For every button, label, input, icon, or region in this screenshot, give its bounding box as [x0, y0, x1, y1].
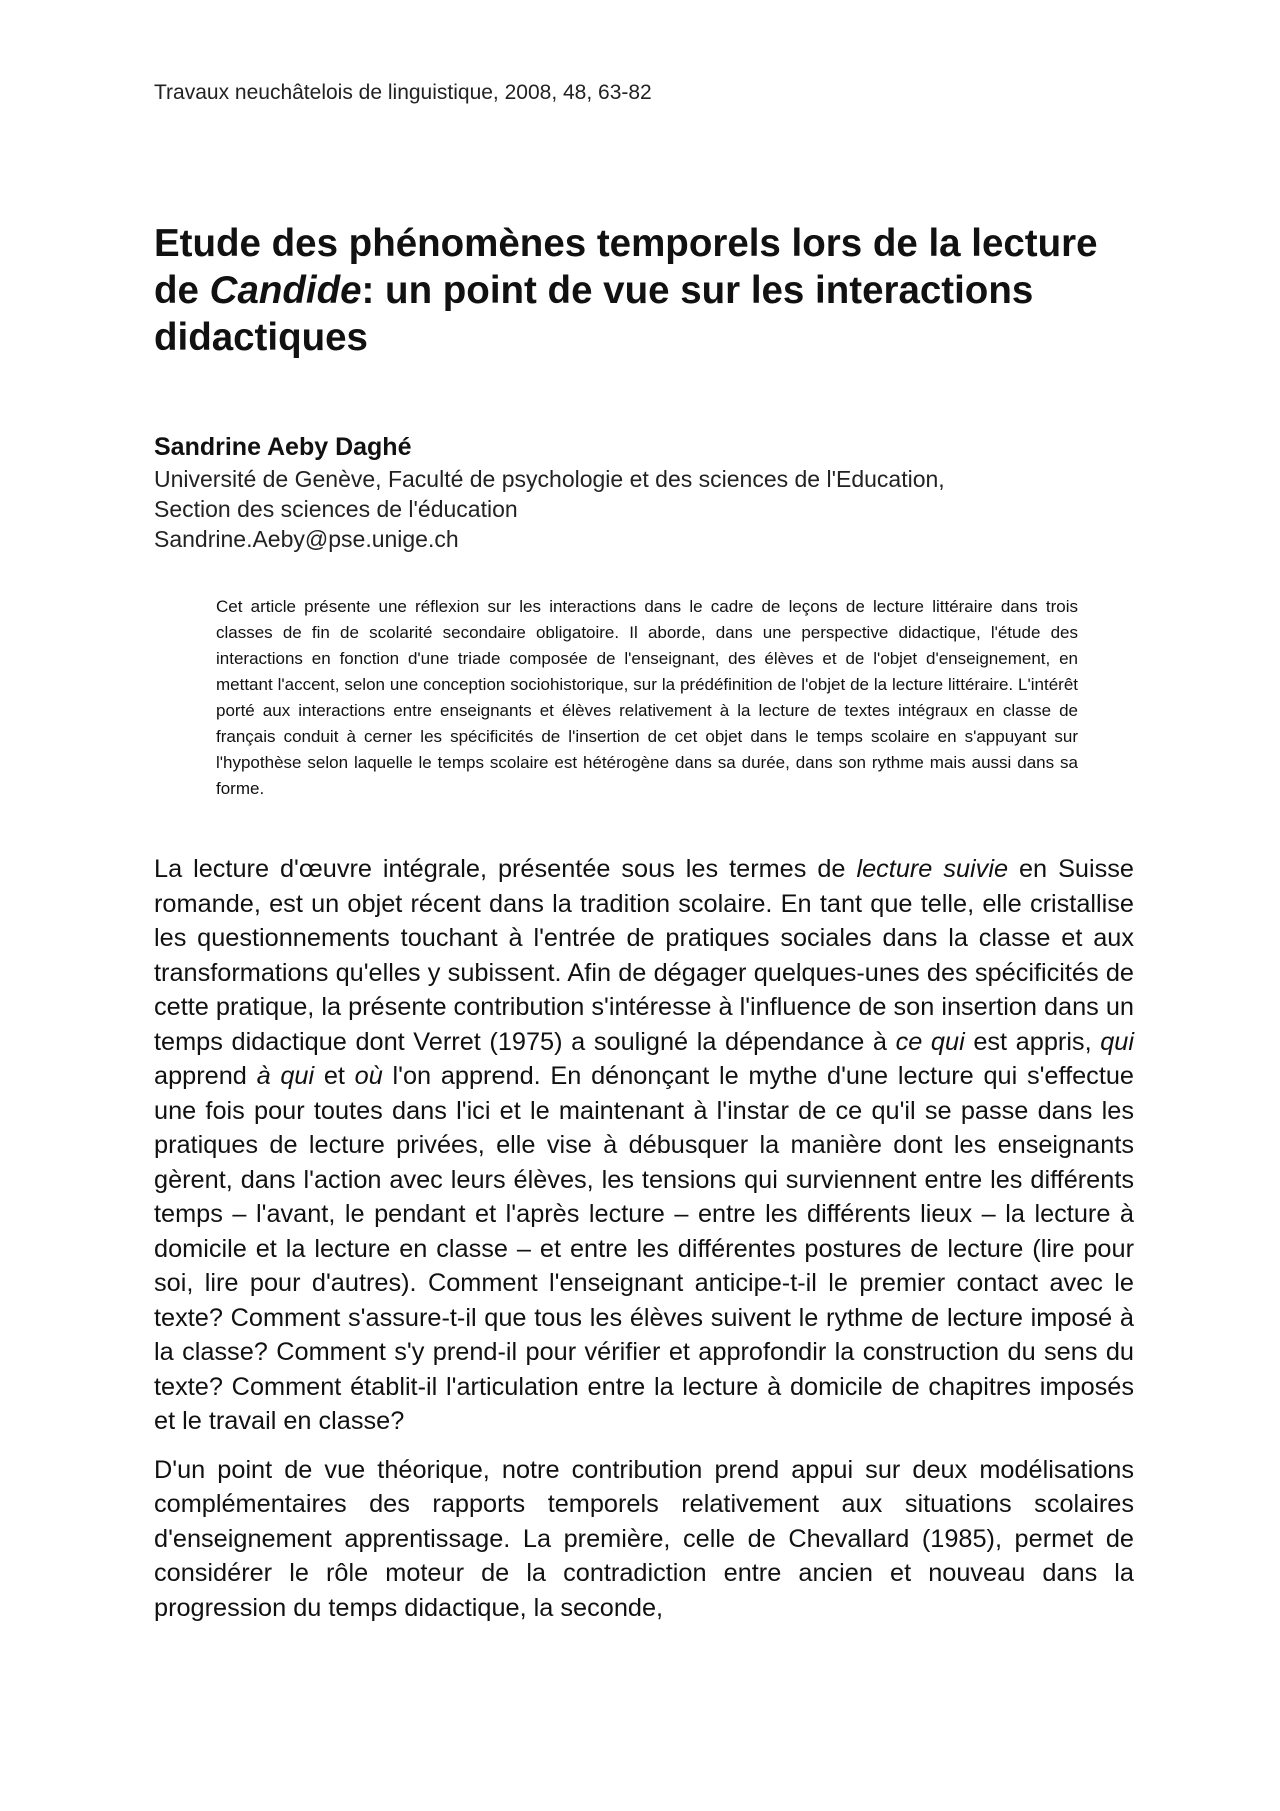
- author-affiliation: [154, 464, 945, 554]
- p1-text: est appris,: [964, 1027, 1101, 1056]
- body-text: [154, 852, 1134, 1639]
- p1-text: apprend: [154, 1062, 257, 1090]
- journal-reference: Travaux neuchâtelois de linguistique, 2008, 48, 63-82: [154, 81, 652, 104]
- article-title: [154, 220, 1134, 361]
- p1-italic: qui: [1100, 1027, 1134, 1056]
- p1-text: et: [314, 1062, 355, 1090]
- p1-italic: ce qui: [895, 1027, 965, 1056]
- author-name: Sandrine Aeby Daghé: [154, 433, 412, 461]
- abstract: Cet article présente une réflexion sur les interactions dans le cadre de leçons de lecture littéraire dans trois classes de fin de scolarité secondaire obligatoire. Il aborde, dans une perspective didactique, l'étude des interactions en fonction d'une triade composée de l'enseignant, des élèves et de l'objet d'enseignement, en mettant l'accent, selon une conception sociohistorique, sur la prédéfinition de l'objet de la lecture littéraire. L'intérêt porté aux interactions entre enseignants et élèves relativement à la lecture de textes intégraux en classe de français conduit à cerner les spécificités de l'insertion de cet objet dans le temps scolaire en s'appuyant sur l'hypothèse selon laquelle le temps scolaire est hétérogène dans sa durée, dans son rythme mais aussi dans sa forme.: [216, 597, 1078, 798]
- p1-italic: à qui: [256, 1062, 315, 1090]
- p1-italic: où: [354, 1062, 383, 1090]
- affiliation-line-1: Université de Genève, Faculté de psychologie et des sciences de l'Education,: [154, 466, 945, 492]
- p1-italic: lecture suivie: [856, 855, 1009, 883]
- paragraph-2: D'un point de vue théorique, notre contribution prend appui sur deux modélisations complémentaires des rapports temporels relativement aux situations scolaires d'enseignement apprentissage. La première, celle de Chevallard (1985), permet de considérer le rôle moteur de la contradiction entre ancien et nouveau dans la progression du temps didactique, la seconde,: [154, 1455, 1134, 1622]
- p1-text: en Suisse romande, est un objet récent dans la tradition scolaire. En tant que telle, elle cristallise les questionnements touchant à l'entrée de pratiques sociales dans la classe et aux transformations qu'elles y subissent. Afin de dégager quelques-unes des spécificités de cette pratique, la présente contribution s'intéresse à l'influence de son insertion dans un temps didactique dont Verret (1975) a souligné la dépendance à: [154, 855, 1134, 1056]
- title-italic-candide: Candide: [209, 269, 362, 312]
- title-text-1: Etude des phénomènes temporels lors de la lecture de: [154, 222, 1098, 312]
- paragraph-1: [154, 852, 1134, 1439]
- title-text-2: : un point de vue sur les interactions didactiques: [154, 269, 1034, 359]
- p1-text: l'on apprend. En dénonçant le mythe d'une lecture qui s'effectue une fois pour toutes dans l'ici et le maintenant à l'instar de ce qu'il se passe dans les pratiques de lecture privées, elle vise à débusquer la manière dont les enseignants gèrent, dans l'action avec leurs élèves, les tensions qui surviennent entre les différents temps – l'avant, le pendant et l'après lecture – entre les différents lieux – la lecture à domicile et la lecture en classe – et entre les différentes postures de lecture (lire pour soi, lire pour d'autres). Comment l'enseignant anticipe-t-il le premier contact avec le texte? Comment s'assure-t-il que tous les élèves suivent le rythme de lecture imposé à la classe? Comment s'y prend-il pour vérifier et approfondir la construction du sens du texte? Comment établit-il l'articulation entre la lecture à domicile de chapitres imposés et le travail en classe?: [154, 1062, 1134, 1435]
- affiliation-line-2: Section des sciences de l'éducation: [154, 496, 518, 522]
- p1-text: La lecture d'œuvre intégrale, présentée sous les termes de: [154, 855, 857, 883]
- author-email: Sandrine.Aeby@pse.unige.ch: [154, 526, 459, 552]
